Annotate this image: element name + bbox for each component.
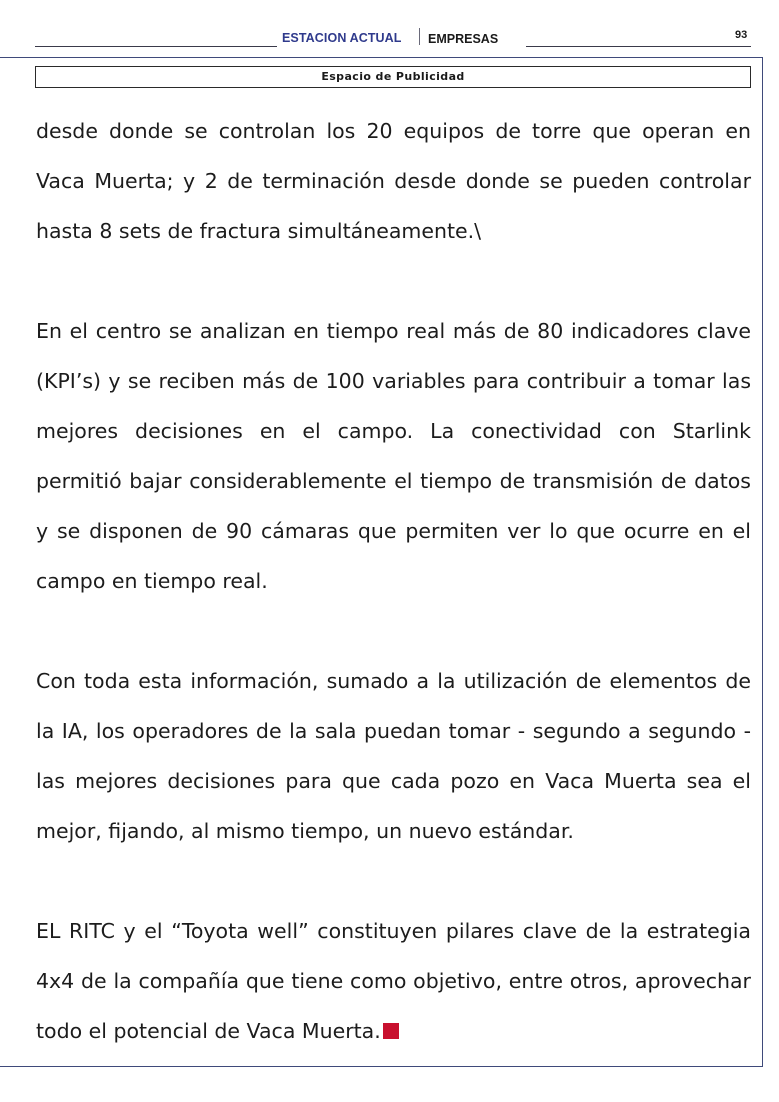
header-rule-right bbox=[526, 46, 751, 47]
article-body bbox=[36, 106, 751, 1056]
section-divider bbox=[419, 28, 420, 45]
ad-banner-label: Espacio de Publicidad bbox=[321, 70, 465, 83]
article-paragraph: desde donde se controlan los 20 equipos de torre que operan en Vaca Muerta; y 2 de terminación desde donde se pueden controlar hasta 8 sets de fractura simultáneamente.\ bbox=[36, 119, 751, 243]
section-name: ESTACION ACTUAL bbox=[282, 31, 402, 45]
article-paragraph-text: EL RITC y el “Toyota well” constituyen pilares clave de la estrategia 4x4 de la compañía que tiene como objetivo, entre otros, aprovechar todo el potencial de Vaca Muerta. bbox=[36, 919, 751, 1043]
article-paragraph: En el centro se analizan en tiempo real más de 80 indicadores clave (KPI’s) y se reciben más de 100 variables para contribuir a tomar las mejores decisiones en el campo. La conectividad con Starlink permitió bajar considerablemente el tiempo de transmisión de datos y se disponen de 90 cámaras que permiten ver lo que ocurre en el campo en tiempo real. bbox=[36, 319, 751, 593]
subsection-name: EMPRESAS bbox=[428, 32, 499, 46]
end-of-article-square-icon bbox=[383, 1023, 399, 1039]
ad-banner bbox=[35, 66, 751, 88]
article-paragraph-last bbox=[36, 906, 751, 1056]
article-paragraph: Con toda esta información, sumado a la utilización de elementos de la IA, los operadores de la sala puedan tomar - segundo a segundo - las mejores decisiones para que cada pozo en Vaca Muerta sea el mejor, fijando, al mismo tiempo, un nuevo estándar. bbox=[36, 669, 751, 843]
page-number: 93 bbox=[735, 29, 748, 41]
header-rule-left bbox=[35, 46, 277, 47]
